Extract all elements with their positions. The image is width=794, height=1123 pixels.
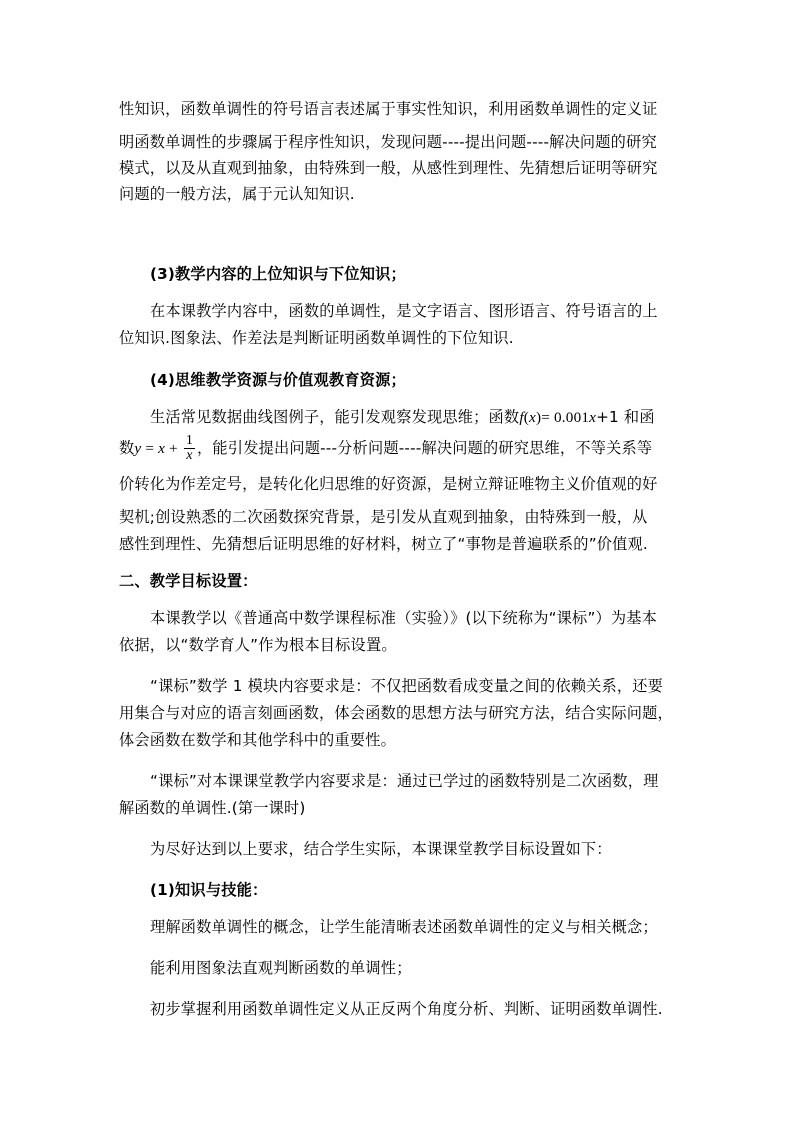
- intro-line-1: 性知识，函数单调性的符号语言表述属于事实性知识，利用函数单调性的定义证: [119, 100, 658, 118]
- para4-line-2-head: 数: [119, 439, 135, 457]
- para6-line-2: 用集合与对应的语言刻画函数，体会函数的思想方法与研究方法，结合实际问题，: [119, 704, 673, 722]
- formula-x-2: x: [589, 409, 597, 426]
- para3-line-2: 位知识.图象法、作差法是判断证明函数单调性的下位知识.: [119, 329, 514, 347]
- section-2-heading: 二、教学目标设置：: [119, 572, 258, 590]
- intro-line-2: 明函数单调性的步骤属于程序性知识，发现问题----提出问题----解决问题的研究: [119, 133, 657, 151]
- para7-line-1: “课标”对本课课堂教学内容要求是：通过已学过的函数特别是二次函数，理: [150, 772, 659, 790]
- intro-line-3: 模式，以及从直观到抽象，由特殊到一般，从感性到理性、先猜想后证明等研究: [119, 159, 658, 177]
- para4-line-4: 契机;创设熟悉的二次函数探究背景，是引发从直观到抽象，由特殊到一般，从: [119, 508, 648, 526]
- para6-line-1: “课标”数学 1 模块内容要求是：不仅把函数看成变量之间的依赖关系，还要: [150, 677, 664, 695]
- para4-line-2-tail: ，能引发提出问题---分析问题----解决问题的研究思维，不等关系等: [197, 439, 653, 457]
- formula-y: y: [134, 440, 142, 457]
- heading-thinking-resources: (4)思维教学资源与价值观教育资源；: [150, 371, 406, 389]
- heading-upper-lower-knowledge: (3)教学内容的上位知识与下位知识；: [150, 265, 406, 283]
- fraction-numerator: 1: [185, 433, 194, 448]
- fraction-one-over-x: [184, 434, 195, 463]
- para6-line-3: 体会函数在数学和其他学科中的重要性。: [119, 731, 396, 749]
- goal-item-1: 理解函数单调性的概念，让学生能清晰表述函数单调性的定义与相关概念；: [150, 918, 658, 936]
- intro-line-4: 问题的一般方法，属于元认知知识.: [119, 185, 355, 203]
- heading-knowledge-skills: (1)知识与技能：: [150, 881, 268, 899]
- formula-plus: +: [165, 440, 182, 457]
- para4-line-1-text: 生活常见数据曲线图例子，能引发观察发现思维；函数: [150, 408, 520, 426]
- formula-paren-close: ): [535, 409, 542, 426]
- formula-x-3: x: [158, 440, 166, 457]
- fraction-denominator: x: [186, 448, 193, 463]
- para4-line-2: [119, 433, 652, 464]
- formula-x: x: [529, 409, 536, 426]
- para4-line-5: 感性到理性、先猜想后证明思维的好材料，树立了“事物是普遍联系的”价值观.: [119, 535, 648, 553]
- formula-equals: =: [141, 440, 159, 457]
- goal-item-2: 能利用图象法直观判断函数的单调性；: [150, 959, 412, 977]
- para7-line-2: 解函数的单调性.(第一课时): [119, 799, 306, 817]
- formula-f: f: [519, 409, 524, 426]
- goal-item-3: 初步掌握利用函数单调性定义从正反两个角度分析、判断、证明函数单调性.: [150, 1000, 663, 1018]
- para4-line-1: [150, 406, 655, 429]
- para5-line-2: 依据，以“数学育人”作为根本目标设置。: [119, 636, 397, 654]
- para3-line-1: 在本课教学内容中，函数的单调性，是文字语言、图形语言、符号语言的上: [150, 302, 658, 320]
- para8: 为尽好达到以上要求，结合学生实际，本课课堂教学目标设置如下：: [150, 840, 612, 858]
- formula-coef: = 0.001: [541, 409, 590, 426]
- formula-paren-open: (: [523, 409, 529, 426]
- para4-line-1-tail: +1 和函: [596, 408, 655, 426]
- para4-line-3: 价转化为作差定号，是转化化归思维的好资源，是树立辩证唯物主义价值观的好: [119, 475, 658, 493]
- para5-line-1: 本课教学以《普通高中数学课程标准（实验）》(以下统称为“课标”）为基本: [150, 609, 658, 627]
